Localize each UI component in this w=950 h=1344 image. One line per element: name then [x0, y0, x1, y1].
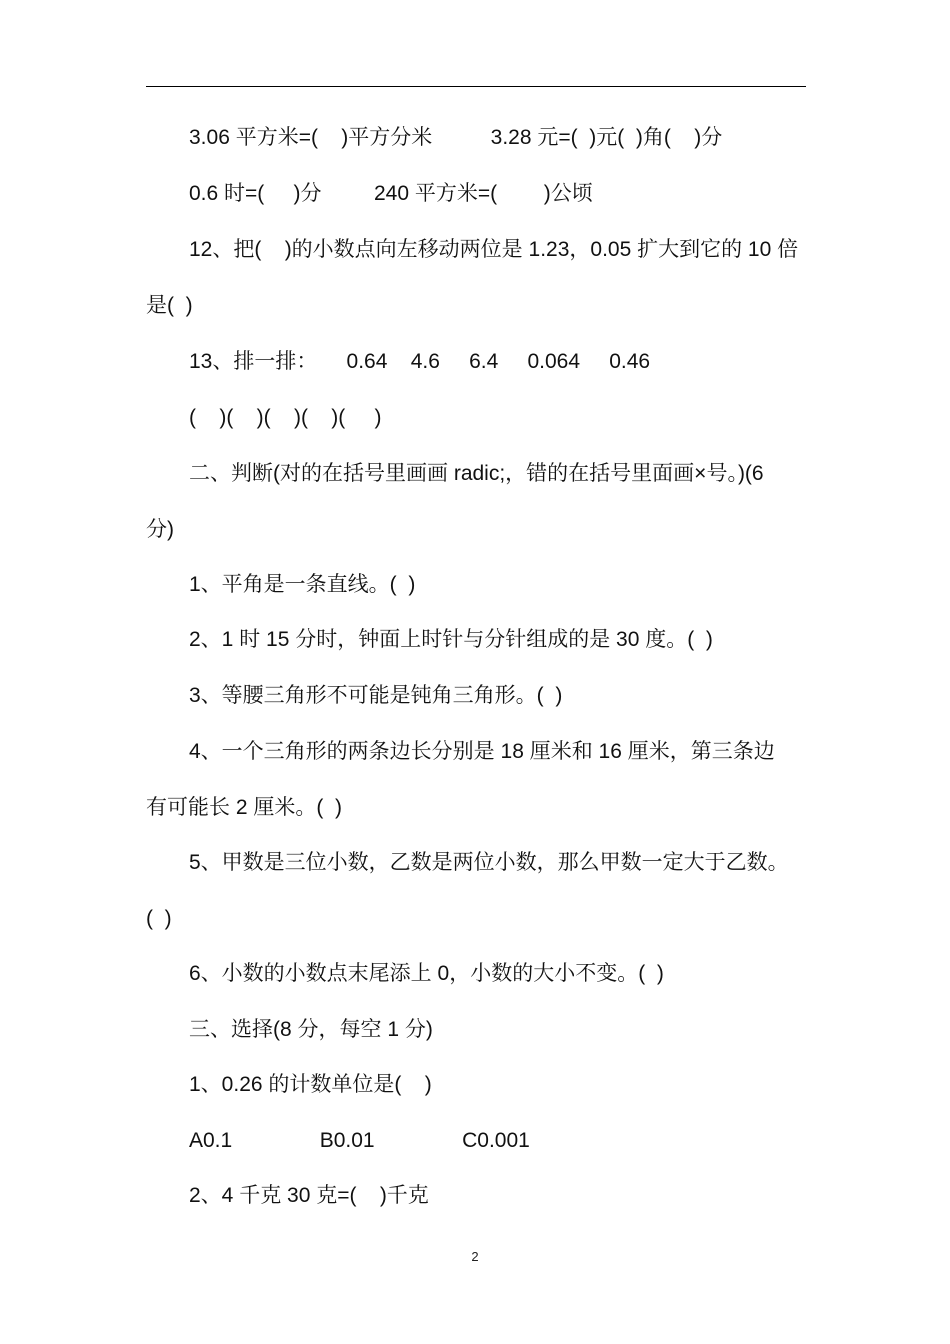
- question-13-blanks: ( )( )( )( )( ): [189, 406, 382, 429]
- question-12-line-2: 是( ): [146, 294, 193, 317]
- judge-item-3: 3、等腰三角形不可能是钝角三角形。( ): [189, 684, 563, 707]
- judge-item-5-line-2: ( ): [146, 907, 172, 930]
- question-12-line-1: 12、把( )的小数点向左移动两位是 1.23，0.05 扩大到它的 10 倍: [189, 238, 799, 261]
- header-rule: [146, 86, 806, 87]
- judge-item-2: 2、1 时 15 分时，钟面上时针与分针组成的是 30 度。( ): [189, 628, 713, 651]
- choice-item-2: 2、4 千克 30 克=( )千克: [189, 1184, 429, 1207]
- choice-item-1: 1、0.26 的计数单位是( ): [189, 1073, 432, 1096]
- judge-item-4-line-2: 有可能长 2 厘米。( ): [146, 796, 343, 819]
- judge-item-1: 1、平角是一条直线。( ): [189, 573, 416, 596]
- section-3-heading: 三、选择(8 分，每空 1 分): [189, 1018, 433, 1041]
- choice-item-1-options: A0.1 B0.01 C0.001: [189, 1129, 530, 1152]
- page-number: 2: [471, 1249, 479, 1264]
- question-13-line: 13、排一排： 0.64 4.6 6.4 0.064 0.46: [189, 350, 651, 373]
- section-2-heading-line-2: 分): [146, 518, 174, 541]
- judge-item-6: 6、小数的小数点末尾添上 0，小数的大小不变。( ): [189, 962, 664, 985]
- judge-item-4-line-1: 4、一个三角形的两条边长分别是 18 厘米和 16 厘米，第三条边: [189, 740, 775, 763]
- judge-item-5-line-1: 5、甲数是三位小数，乙数是两位小数，那么甲数一定大于乙数。: [189, 851, 789, 874]
- text-line-1: 3.06 平方米=( )平方分米 3.28 元=( )元( )角( )分: [189, 126, 723, 149]
- section-2-heading-line-1: 二、判断(对的在括号里画画 radic;，错的在括号里面画×号。)(6: [189, 462, 764, 485]
- text-line-2: 0.6 时=( )分 240 平方米=( )公顷: [189, 182, 593, 205]
